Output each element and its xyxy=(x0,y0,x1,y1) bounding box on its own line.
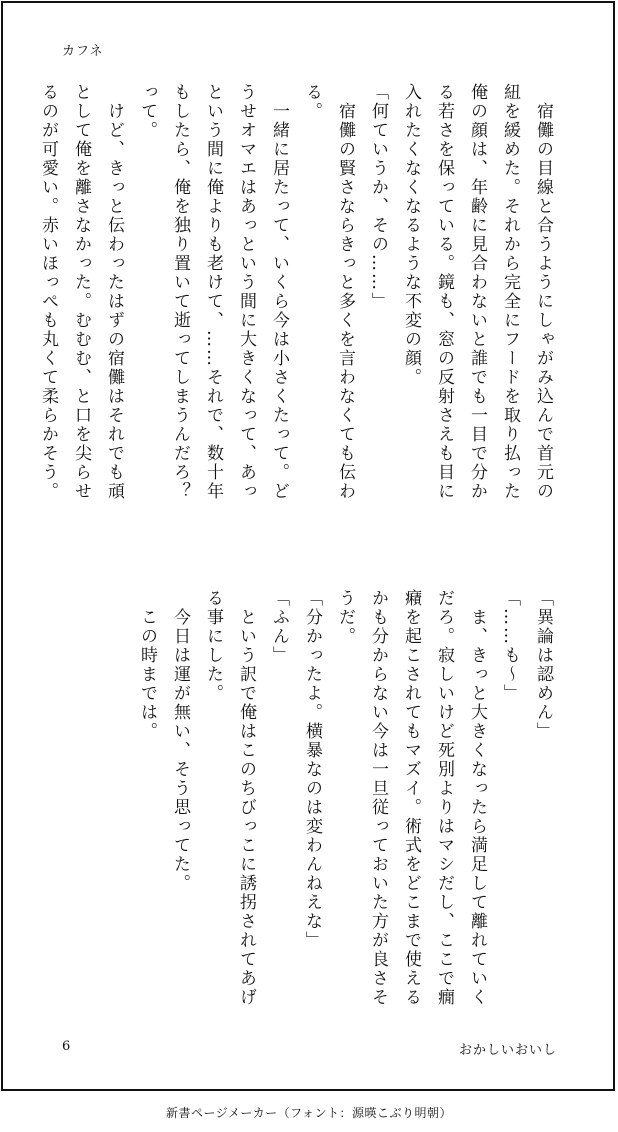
text-line: かも分からない今は一旦従っておいた方が良さそ xyxy=(368,589,388,1007)
text-line: 「何ていうか、その……」 xyxy=(368,83,388,311)
text-line: って。 xyxy=(137,83,157,140)
page-number: 6 xyxy=(62,1039,71,1054)
text-line: 紐を緩めた。それから完全にフードを取り払った xyxy=(500,83,520,501)
text-line: けど、きっと伝わったはずの宿儺はそれでも頑 xyxy=(104,83,124,501)
text-line: うせオマエはあっという間に大きくなって、あっ xyxy=(236,83,256,501)
text-line: うだ。 xyxy=(335,589,355,646)
text-line: 俺の顔は、年齢に見合わないと誰でも一目で分か xyxy=(467,83,487,501)
text-line: 今日は運が無い、そう思ってた。 xyxy=(170,589,190,893)
generator-note: 新書ページメーカー（フォント：源暎こぶり明朝） xyxy=(165,1106,453,1120)
bottom-text-block xyxy=(130,589,559,1039)
text-line: る事にした。 xyxy=(203,589,223,703)
text-line: だろ。寂しいけど死別よりはマシだし、ここで癇 xyxy=(434,589,454,1007)
text-line: 「分かったよ。横暴なのは変わんねえな」 xyxy=(302,589,322,950)
running-footer: おかしいおいし xyxy=(458,1043,557,1058)
top-text-block xyxy=(31,83,559,533)
text-line: この時までは。 xyxy=(137,589,157,741)
text-line: として俺を離さなかった。むむむ、と口を尖らせ xyxy=(71,83,91,501)
running-header: カフネ xyxy=(62,44,104,59)
text-line: 癪を起こされてもマズイ。術式をどこまで使える xyxy=(401,589,421,1007)
text-line: 「異論は認めん」 xyxy=(533,589,553,741)
text-line: 「ふん」 xyxy=(269,589,289,665)
text-line: という訳で俺はこのちびっこに誘拐されてあげ xyxy=(236,589,256,1007)
text-line: るのが可愛い。赤いほっぺも丸くて柔らかそう。 xyxy=(38,83,58,501)
text-line: る。 xyxy=(302,83,322,121)
text-line: 宿儺の賢さならきっと多くを言わなくても伝わ xyxy=(335,83,355,501)
text-line: ま、きっと大きくなったら満足して離れていく xyxy=(467,589,487,1007)
text-line: 「……も〜」 xyxy=(500,589,520,703)
page-frame xyxy=(1,1,615,1091)
text-line: 入れたくなくなるような不変の顔。 xyxy=(401,83,421,387)
text-line: る若さを保っている。鏡も、窓の反射さえも目に xyxy=(434,83,454,501)
text-line: 宿儺の目線と合うようにしゃがみ込んで首元の xyxy=(533,83,553,501)
text-line: もしたら、俺を独り置いて逝ってしまうんだろ？ xyxy=(170,83,190,501)
text-line: という間に俺よりも老けて、……それで、数十年 xyxy=(203,83,223,501)
text-line: 一緒に居たって、いくら今は小さくたって。ど xyxy=(269,83,289,501)
